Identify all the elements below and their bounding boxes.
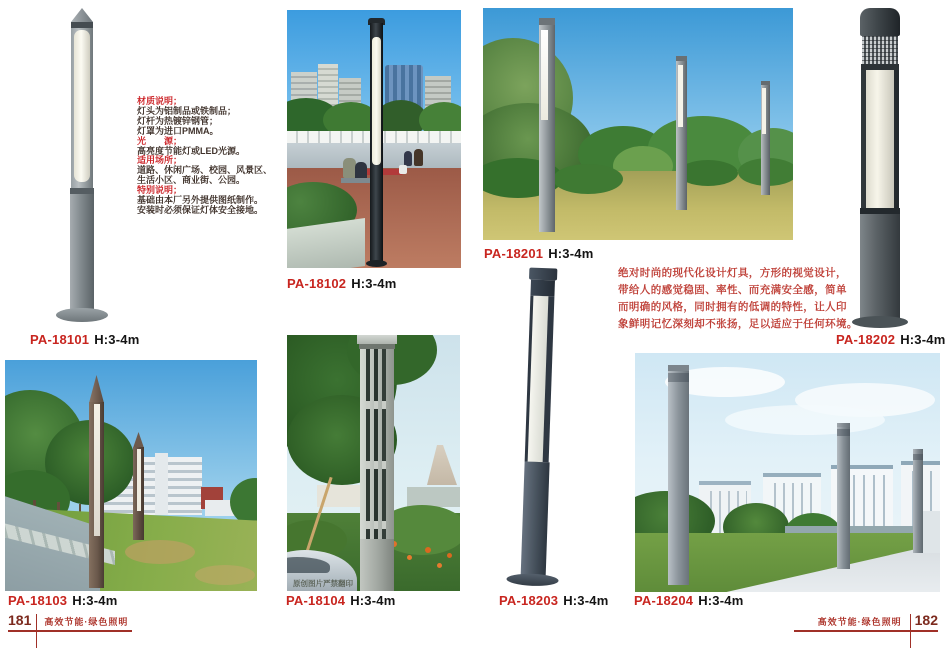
lamp-head [71, 28, 93, 188]
description-line: 带给人的感觉稳固、率性、而充满安全感，简单 [618, 284, 847, 296]
cloud [725, 405, 885, 435]
lamp-pole [89, 402, 104, 588]
bush [553, 164, 623, 194]
flower [437, 563, 442, 568]
lamp-lens [678, 65, 683, 127]
product-label-pa18202 [836, 332, 945, 347]
distant-building [407, 487, 460, 507]
lamp-lens [528, 296, 549, 462]
spec-notes [137, 97, 272, 216]
dry-patch [125, 540, 195, 564]
model-number: PA-18104 [286, 593, 346, 608]
description-line: 象鲜明记忆深刻却不张扬，足以适应于任何环境。 [618, 318, 858, 330]
model-number: PA-18203 [499, 593, 559, 608]
pole-tip [71, 8, 93, 22]
height-spec: H:3-4m [548, 246, 594, 261]
person [404, 151, 412, 166]
pole-base [56, 308, 108, 322]
pole-base [366, 260, 387, 267]
spec-line: 基础由本厂另外提供图纸制作。 [137, 195, 264, 206]
lamp-pole [913, 449, 923, 553]
lamp-lens [372, 37, 381, 165]
product-label-pa18104 [286, 593, 395, 608]
pole-cap [837, 423, 850, 427]
lamp-pole [676, 56, 687, 210]
flower [425, 547, 431, 553]
bush [678, 160, 738, 186]
spec-line: 灯头为铝制品或铁制品； [137, 105, 237, 116]
height-spec: H:3-4m [563, 593, 609, 608]
pole-tip [89, 375, 104, 403]
lamp-cap [860, 8, 900, 36]
lamp-lens [762, 88, 766, 134]
design-description [618, 265, 858, 333]
lens-frame [861, 70, 899, 208]
pole-base [506, 573, 558, 587]
pole-cap [761, 81, 770, 85]
pole-slot [366, 349, 370, 539]
height-spec: H:3-4m [351, 276, 397, 291]
product-image-pa18101 [52, 6, 112, 332]
pole-grille-band [913, 454, 923, 460]
model-number: PA-18102 [287, 276, 347, 291]
lens-frame [525, 296, 555, 463]
lamp-cap [529, 268, 557, 281]
lamp-pole [837, 423, 850, 569]
spec-heading: 适用场所； [137, 155, 183, 166]
photo-pa18104 [287, 335, 460, 591]
spec-line: 高亮度节能灯或LED光源。 [137, 145, 246, 156]
lamp-pole [539, 18, 555, 232]
person [414, 149, 423, 166]
spec-line: 道路、休闲广场、校园、风景区、 [137, 165, 273, 176]
lattice-pole [360, 335, 394, 591]
pole-shaft [521, 461, 550, 576]
watermark: 原创图片严禁翻印 [293, 579, 353, 588]
lamp-lens [541, 30, 548, 120]
product-label-pa18101 [30, 332, 139, 347]
pole-cap [357, 335, 397, 344]
pole-base [852, 316, 908, 328]
height-spec: H:3-4m [698, 593, 744, 608]
spec-line: 灯杆为热镀锌钢管； [137, 115, 219, 126]
description-line: 而明确的风格，同时拥有的低调的特性，让人印 [618, 301, 847, 313]
flower [407, 555, 412, 560]
height-spec: H:3-4m [72, 593, 118, 608]
pole-shaft [70, 194, 94, 310]
model-number: PA-18202 [836, 332, 896, 347]
page-number-right: 182 [914, 612, 938, 628]
building-tower [155, 453, 168, 515]
pole-grille-band [668, 373, 689, 382]
pole-grille-band [837, 429, 850, 436]
lamp-pole [761, 81, 770, 195]
grille-lines [862, 36, 898, 64]
lamp-grille [862, 36, 898, 64]
height-spec: H:3-4m [94, 332, 140, 347]
product-label-pa18203 [499, 593, 608, 608]
lamp-lens [74, 30, 90, 182]
model-number: PA-18201 [484, 246, 544, 261]
pole-tilt-wrapper [492, 255, 588, 592]
footer-right [794, 612, 938, 632]
footer-left [8, 612, 132, 632]
pole-cap [539, 18, 555, 25]
lamp-neck [530, 280, 555, 297]
footer-slogan-left: 高效节能·绿色照明 [44, 617, 129, 627]
pole-body [360, 349, 394, 539]
lamp-pole [668, 365, 689, 585]
spec-heading: 材质说明； [137, 96, 183, 106]
pole-cap [676, 56, 687, 61]
lamp-lens [137, 449, 141, 511]
footer-divider-left [36, 614, 37, 648]
model-number: PA-18103 [8, 593, 68, 608]
flower [447, 553, 452, 558]
model-number: PA-18101 [30, 332, 90, 347]
description-line: 绝对时尚的现代化设计灯具，方形的视觉设计， [618, 267, 847, 279]
product-label-pa18204 [634, 593, 743, 608]
bridge-tower [419, 445, 459, 485]
lamp-lens [94, 404, 100, 536]
photo-pa18201 [483, 8, 793, 240]
footer-slogan-right: 高效节能·绿色照明 [817, 617, 902, 627]
ramp [920, 511, 940, 553]
height-spec: H:3-4m [350, 593, 396, 608]
page-number-left: 181 [8, 612, 32, 628]
spec-line: 生活小区、商业街、公园。 [137, 175, 246, 186]
pole-foot [360, 539, 394, 591]
model-number: PA-18204 [634, 593, 694, 608]
pole-slot [382, 349, 386, 539]
pole-tip [133, 432, 144, 448]
footer-divider-right [910, 614, 911, 648]
pole-shaft [860, 214, 900, 318]
lamp-pole [370, 23, 383, 263]
pole-slot [374, 349, 378, 539]
product-image-pa18203 [498, 256, 582, 590]
spec-heading: 光 源； [137, 135, 183, 146]
height-spec: H:3-4m [900, 332, 946, 347]
photo-pa18204 [635, 353, 940, 592]
dry-patch [195, 565, 255, 585]
product-label-pa18102 [287, 276, 396, 291]
bucket-seat [399, 165, 407, 174]
spec-heading: 特别说明； [137, 185, 183, 196]
pole-cap [668, 365, 689, 371]
spec-line: 安装时必须保证灯体安全接地。 [137, 204, 264, 215]
photo-pa18102 [287, 10, 461, 268]
product-label-pa18103 [8, 593, 117, 608]
photo-pa18103 [5, 360, 257, 591]
lamp-pole [133, 447, 144, 540]
lamp-lens [866, 70, 894, 208]
spec-line: 灯罩为进口PMMA。 [137, 125, 219, 136]
